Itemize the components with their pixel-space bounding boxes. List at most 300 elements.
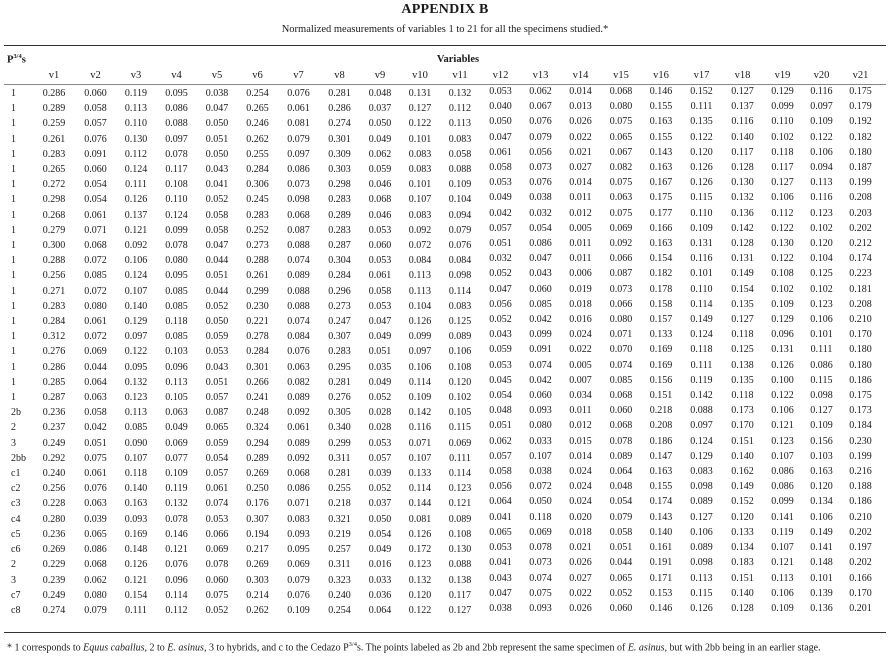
cell-v16: 0.158 <box>649 298 673 310</box>
specimen-label: 1 <box>11 392 16 404</box>
cell-v2: 0.076 <box>84 133 107 145</box>
cell-v18: 0.133 <box>731 526 754 538</box>
cell-v21: 0.180 <box>849 146 872 158</box>
footnote-text: , 2 to <box>144 642 168 654</box>
cell-v1: 0.229 <box>42 559 66 571</box>
cell-v4: 0.112 <box>165 604 188 616</box>
cell-v2: 0.086 <box>84 544 107 556</box>
cell-v17: 0.152 <box>690 86 713 97</box>
cell-v6: 0.217 <box>246 544 269 556</box>
cell-v3: 0.132 <box>124 376 148 388</box>
cell-v19: 0.106 <box>771 587 794 599</box>
cell-v20: 0.098 <box>810 390 833 402</box>
cell-v18: 0.170 <box>731 420 754 432</box>
cell-v9: 0.060 <box>368 240 392 252</box>
specimen-label: c5 <box>11 528 21 540</box>
cell-v2: 0.080 <box>84 300 107 312</box>
cell-v3: 0.118 <box>124 468 148 480</box>
cell-v16: 0.155 <box>649 101 673 113</box>
table-row <box>4 464 880 479</box>
cell-v14: 0.014 <box>569 177 592 189</box>
cell-v5: 0.050 <box>205 118 229 130</box>
cell-v9: 0.037 <box>368 498 392 510</box>
cell-v20: 0.097 <box>810 101 833 113</box>
cell-v7: 0.063 <box>287 361 310 373</box>
table-row <box>4 312 880 327</box>
cell-v10: 0.144 <box>408 498 432 510</box>
cell-v16: 0.163 <box>649 466 673 478</box>
cell-v18: 0.154 <box>731 283 754 295</box>
table-body <box>4 84 880 616</box>
cell-v1: 0.256 <box>42 483 66 495</box>
appendix-title: APPENDIX B <box>401 2 489 17</box>
cell-v8: 0.276 <box>328 392 351 404</box>
cell-v16: 0.167 <box>649 177 673 189</box>
cell-v4: 0.118 <box>165 316 188 328</box>
cell-v15: 0.074 <box>609 359 633 371</box>
cell-v20: 0.116 <box>810 86 833 97</box>
cell-v21: 0.181 <box>849 283 872 295</box>
cell-v11: 0.114 <box>448 285 472 297</box>
table-row <box>4 84 880 99</box>
cell-v10: 0.081 <box>408 513 432 525</box>
cell-v9: 0.028 <box>368 407 392 419</box>
cell-v21: 0.180 <box>849 359 872 371</box>
cell-v5: 0.058 <box>205 209 229 221</box>
cell-v10: 0.133 <box>408 468 432 480</box>
cell-v21: 0.182 <box>849 131 872 143</box>
cell-v21: 0.201 <box>849 602 872 614</box>
table-row <box>4 403 880 418</box>
cell-v11: 0.117 <box>448 589 472 601</box>
cell-v16: 0.146 <box>649 86 673 97</box>
cell-v19: 0.100 <box>771 374 794 386</box>
cell-v20: 0.141 <box>810 542 833 554</box>
cell-v20: 0.106 <box>810 146 833 158</box>
cell-v1: 0.274 <box>42 604 66 616</box>
cell-v7: 0.074 <box>287 255 310 267</box>
cell-v20: 0.086 <box>810 359 833 371</box>
cell-v9: 0.052 <box>368 483 392 495</box>
cell-v20: 0.113 <box>810 177 833 189</box>
cell-v7: 0.086 <box>287 164 310 176</box>
cell-v18: 0.118 <box>731 329 754 341</box>
cell-v1: 0.280 <box>42 513 66 525</box>
cell-v10: 0.092 <box>408 224 432 236</box>
variables-group-header: Variables <box>436 54 480 65</box>
cell-v5: 0.075 <box>205 589 229 601</box>
cell-v13: 0.078 <box>529 542 552 554</box>
cell-v18: 0.130 <box>731 177 754 189</box>
cell-v15: 0.078 <box>609 435 633 447</box>
cell-v15: 0.051 <box>609 542 633 554</box>
cell-v3: 0.126 <box>124 559 148 571</box>
cell-v9: 0.039 <box>368 468 392 480</box>
cell-v11: 0.105 <box>448 407 472 419</box>
cell-v10: 0.083 <box>408 148 432 160</box>
cell-v2: 0.060 <box>84 164 107 176</box>
cell-v11: 0.115 <box>448 422 472 434</box>
cell-v17: 0.111 <box>690 101 713 113</box>
cell-v13: 0.060 <box>529 283 552 295</box>
cell-v4: 0.113 <box>165 376 188 388</box>
cell-v6: 0.194 <box>246 528 269 540</box>
cell-v11: 0.088 <box>448 559 472 571</box>
cell-v17: 0.115 <box>690 587 713 599</box>
cell-v10: 0.114 <box>408 483 432 495</box>
cell-v9: 0.064 <box>368 604 392 616</box>
table-row <box>4 342 880 357</box>
cell-v6: 0.299 <box>246 285 269 297</box>
cell-v17: 0.089 <box>690 542 713 554</box>
cell-v8: 0.298 <box>328 179 351 191</box>
cell-v6: 0.278 <box>246 331 269 343</box>
cell-v1: 0.312 <box>42 331 66 343</box>
cell-v9: 0.049 <box>368 133 392 145</box>
cell-v8: 0.247 <box>328 316 351 328</box>
cell-v17: 0.111 <box>690 359 713 371</box>
cell-v14: 0.012 <box>569 420 592 432</box>
cell-v6: 0.252 <box>246 224 269 236</box>
cell-v8: 0.273 <box>328 300 351 312</box>
cell-v20: 0.149 <box>810 526 833 538</box>
cell-v2: 0.063 <box>84 498 107 510</box>
cell-v18: 0.140 <box>731 131 754 143</box>
cell-v12: 0.053 <box>489 542 512 554</box>
cell-v9: 0.057 <box>368 452 392 464</box>
cell-v6: 0.269 <box>246 559 269 571</box>
cell-v7: 0.079 <box>287 133 310 145</box>
cell-v19: 0.112 <box>771 207 794 219</box>
table-caption: Normalized measurements of variables 1 to 21 for all the specimens studied.* <box>281 24 609 35</box>
cell-v13: 0.079 <box>529 131 552 143</box>
cell-v3: 0.112 <box>124 148 148 160</box>
cell-v1: 0.237 <box>42 422 66 434</box>
cell-v14: 0.026 <box>569 557 592 569</box>
cell-v19: 0.121 <box>771 557 794 569</box>
column-header-v16: v16 <box>653 70 669 81</box>
cell-v17: 0.119 <box>690 374 713 386</box>
cell-v21: 0.223 <box>849 268 872 280</box>
cell-v9: 0.035 <box>368 361 392 373</box>
cell-v4: 0.095 <box>165 88 188 99</box>
cell-v8: 0.311 <box>328 559 351 571</box>
cell-v19: 0.109 <box>771 602 794 614</box>
cell-v6: 0.262 <box>246 604 269 616</box>
cell-v12: 0.043 <box>489 572 512 584</box>
cell-v21: 0.188 <box>849 481 872 493</box>
cell-v11: 0.113 <box>448 118 472 130</box>
cell-v18: 0.134 <box>731 542 754 554</box>
cell-v9: 0.050 <box>368 118 392 130</box>
table-row <box>4 99 880 114</box>
cell-v9: 0.061 <box>368 270 392 282</box>
cell-v18: 0.138 <box>731 359 754 371</box>
cell-v7: 0.089 <box>287 270 310 282</box>
cell-v17: 0.120 <box>690 146 713 158</box>
cell-v20: 0.148 <box>810 557 833 569</box>
cell-v13: 0.069 <box>529 526 552 538</box>
cell-v9: 0.053 <box>368 224 392 236</box>
cell-v20: 0.109 <box>810 420 833 432</box>
cell-v15: 0.075 <box>609 207 633 219</box>
cell-v11: 0.094 <box>448 209 472 221</box>
cell-v3: 0.113 <box>124 407 148 419</box>
cell-v19: 0.096 <box>771 329 794 341</box>
table-row <box>4 282 880 297</box>
specimen-column <box>4 67 33 84</box>
cell-v11: 0.076 <box>448 240 472 252</box>
cell-v2: 0.054 <box>84 179 107 191</box>
cell-v11: 0.112 <box>448 103 472 115</box>
cell-v10: 0.072 <box>408 240 432 252</box>
cell-v20: 0.104 <box>810 253 833 265</box>
cell-v13: 0.038 <box>529 192 552 204</box>
cell-v14: 0.014 <box>569 450 592 462</box>
cell-v9: 0.047 <box>368 316 392 328</box>
cell-v5: 0.059 <box>205 437 229 449</box>
cell-v4: 0.114 <box>165 589 188 601</box>
column-header-v4: v4 <box>171 70 182 81</box>
cell-v1: 0.300 <box>42 240 66 252</box>
cell-v7: 0.097 <box>287 148 310 160</box>
cell-v17: 0.129 <box>690 450 713 462</box>
cell-v20: 0.106 <box>810 314 833 326</box>
table-row <box>4 358 880 373</box>
cell-v21: 0.170 <box>849 329 872 341</box>
cell-v13: 0.099 <box>529 329 552 341</box>
cell-v6: 0.301 <box>246 361 269 373</box>
cell-v1: 0.286 <box>42 361 66 373</box>
cell-v3: 0.092 <box>124 240 148 252</box>
cell-v14: 0.005 <box>569 222 592 234</box>
cell-v12: 0.051 <box>489 420 512 432</box>
cell-v13: 0.118 <box>529 511 552 523</box>
cell-v20: 0.109 <box>810 116 833 128</box>
cell-v21: 0.192 <box>849 116 872 128</box>
cell-v9: 0.016 <box>368 559 392 571</box>
cell-v6: 0.246 <box>246 118 269 130</box>
cell-v17: 0.142 <box>690 390 713 402</box>
cell-v12: 0.057 <box>489 222 512 234</box>
cell-v2: 0.069 <box>84 346 107 358</box>
cell-v7: 0.068 <box>287 209 310 221</box>
cell-v15: 0.063 <box>609 192 633 204</box>
cell-v21: 0.199 <box>849 177 872 189</box>
specimen-header-suffix: s <box>21 54 26 66</box>
specimen-label: c2 <box>11 483 21 495</box>
cell-v14: 0.024 <box>569 466 592 478</box>
cell-v11: 0.120 <box>448 376 472 388</box>
cell-v7: 0.088 <box>287 285 310 297</box>
table-row <box>4 571 880 586</box>
cell-v20: 0.102 <box>810 222 833 234</box>
column-header-v15: v15 <box>613 70 629 81</box>
specimen-label: 3 <box>11 437 16 449</box>
cell-v1: 0.249 <box>42 437 66 449</box>
cell-v9: 0.053 <box>368 255 392 267</box>
cell-v8: 0.323 <box>328 574 351 586</box>
cell-v15: 0.069 <box>609 222 633 234</box>
cell-v1: 0.298 <box>42 194 66 206</box>
cell-v3: 0.113 <box>124 103 148 115</box>
cell-v20: 0.102 <box>810 283 833 295</box>
cell-v4: 0.076 <box>165 559 188 571</box>
cell-v21: 0.202 <box>849 222 872 234</box>
cell-v19: 0.141 <box>771 511 794 523</box>
table-row <box>4 555 880 570</box>
cell-v17: 0.124 <box>690 329 713 341</box>
cell-v18: 0.127 <box>731 314 754 326</box>
specimen-label: c1 <box>11 468 21 480</box>
cell-v15: 0.089 <box>609 450 633 462</box>
cell-v4: 0.085 <box>165 285 188 297</box>
cell-v21: 0.179 <box>849 101 872 113</box>
cell-v19: 0.123 <box>771 435 794 447</box>
cell-v16: 0.177 <box>649 207 673 219</box>
cell-v6: 0.245 <box>246 194 269 206</box>
table-row <box>4 236 880 251</box>
table-row <box>4 327 880 342</box>
specimen-label: 1 <box>11 148 16 160</box>
cell-v3: 0.095 <box>124 361 148 373</box>
cell-v16: 0.163 <box>649 116 673 128</box>
cell-v19: 0.122 <box>771 253 794 265</box>
cell-v14: 0.027 <box>569 572 592 584</box>
cell-v8: 0.274 <box>328 118 351 130</box>
column-header-v3: v3 <box>130 70 142 81</box>
table-row <box>4 251 880 266</box>
cell-v19: 0.121 <box>771 420 794 432</box>
cell-v1: 0.284 <box>42 316 66 328</box>
column-header-v5: v5 <box>211 70 223 81</box>
cell-v2: 0.051 <box>84 437 107 449</box>
cell-v14: 0.020 <box>569 511 592 523</box>
cell-v10: 0.101 <box>408 133 432 145</box>
cell-v2: 0.080 <box>84 589 107 601</box>
cell-v6: 0.214 <box>246 589 269 601</box>
cell-v15: 0.065 <box>609 572 633 584</box>
cell-v5: 0.060 <box>205 574 229 586</box>
cell-v13: 0.073 <box>529 162 552 174</box>
cell-v9: 0.062 <box>368 148 392 160</box>
cell-v18: 0.149 <box>731 268 754 280</box>
cell-v3: 0.129 <box>124 316 148 328</box>
cell-v4: 0.146 <box>165 528 188 540</box>
cell-v20: 0.111 <box>810 344 833 356</box>
cell-v21: 0.230 <box>849 435 872 447</box>
cell-v7: 0.076 <box>287 346 310 358</box>
table-row <box>4 114 880 129</box>
cell-v6: 0.289 <box>246 452 269 464</box>
cell-v17: 0.098 <box>690 557 713 569</box>
cell-v13: 0.047 <box>529 253 552 265</box>
cell-v2: 0.058 <box>84 103 107 115</box>
cell-v1: 0.283 <box>42 148 66 160</box>
cell-v12: 0.058 <box>489 466 512 478</box>
cell-v6: 0.284 <box>246 164 269 176</box>
specimen-label: c8 <box>11 604 21 616</box>
cell-v13: 0.093 <box>529 602 552 614</box>
specimen-label: 1 <box>11 346 16 358</box>
cell-v18: 0.128 <box>731 602 754 614</box>
cell-v10: 0.101 <box>408 179 432 191</box>
cell-v8: 0.283 <box>328 194 351 206</box>
cell-v4: 0.109 <box>165 468 188 480</box>
cell-v1: 0.272 <box>42 179 66 191</box>
cell-v1: 0.259 <box>42 118 66 130</box>
cell-v7: 0.071 <box>287 498 310 510</box>
footnote-text: s. The points labeled as 2b and 2bb represent the same specimen of <box>356 642 628 654</box>
cell-v16: 0.178 <box>649 283 673 295</box>
cell-v18: 0.136 <box>731 207 754 219</box>
cell-v11: 0.089 <box>448 513 472 525</box>
cell-v21: 0.184 <box>849 420 872 432</box>
cell-v3: 0.148 <box>124 544 148 556</box>
cell-v15: 0.068 <box>609 86 633 97</box>
cell-v17: 0.101 <box>690 268 713 280</box>
cell-v14: 0.021 <box>569 542 592 554</box>
cell-v19: 0.107 <box>771 450 794 462</box>
cell-v4: 0.095 <box>165 270 188 282</box>
cell-v3: 0.107 <box>124 285 148 297</box>
cell-v17: 0.088 <box>690 405 713 417</box>
cell-v3: 0.085 <box>124 422 148 434</box>
cell-v2: 0.091 <box>84 148 107 160</box>
cell-v9: 0.052 <box>368 392 392 404</box>
cell-v13: 0.085 <box>529 298 552 310</box>
cell-v6: 0.265 <box>246 103 269 115</box>
cell-v6: 0.248 <box>246 407 269 419</box>
cell-v4: 0.096 <box>165 574 188 586</box>
cell-v2: 0.039 <box>84 513 107 525</box>
cell-v10: 0.113 <box>408 270 432 282</box>
cell-v14: 0.024 <box>569 329 592 341</box>
cell-v17: 0.118 <box>690 344 713 356</box>
cell-v12: 0.054 <box>489 390 512 402</box>
cell-v16: 0.155 <box>649 481 673 493</box>
cell-v18: 0.142 <box>731 222 754 234</box>
cell-v1: 0.276 <box>42 346 66 358</box>
cell-v3: 0.107 <box>124 452 148 464</box>
cell-v16: 0.161 <box>649 542 673 554</box>
cell-v2: 0.064 <box>84 376 107 388</box>
cell-v1: 0.236 <box>42 528 66 540</box>
cell-v7: 0.089 <box>287 392 310 404</box>
cell-v15: 0.071 <box>609 329 633 341</box>
cell-v21: 0.212 <box>849 238 872 250</box>
cell-v6: 0.283 <box>246 209 269 221</box>
cell-v17: 0.126 <box>690 177 713 189</box>
cell-v8: 0.281 <box>328 468 351 480</box>
specimen-label: 1 <box>11 300 16 312</box>
table-row <box>4 601 880 616</box>
cell-v12: 0.064 <box>489 496 512 508</box>
cell-v16: 0.157 <box>649 314 673 326</box>
cell-v15: 0.065 <box>609 131 633 143</box>
cell-v4: 0.121 <box>165 544 188 556</box>
table-row <box>4 434 880 449</box>
cell-v16: 0.154 <box>649 253 673 265</box>
table-row <box>4 297 880 312</box>
measurements-table <box>4 67 880 616</box>
cell-v16: 0.191 <box>649 557 673 569</box>
cell-v9: 0.054 <box>368 528 392 540</box>
cell-v18: 0.173 <box>731 405 754 417</box>
cell-v13: 0.073 <box>529 557 552 569</box>
cell-v2: 0.061 <box>84 468 107 480</box>
cell-v6: 0.254 <box>246 88 269 99</box>
